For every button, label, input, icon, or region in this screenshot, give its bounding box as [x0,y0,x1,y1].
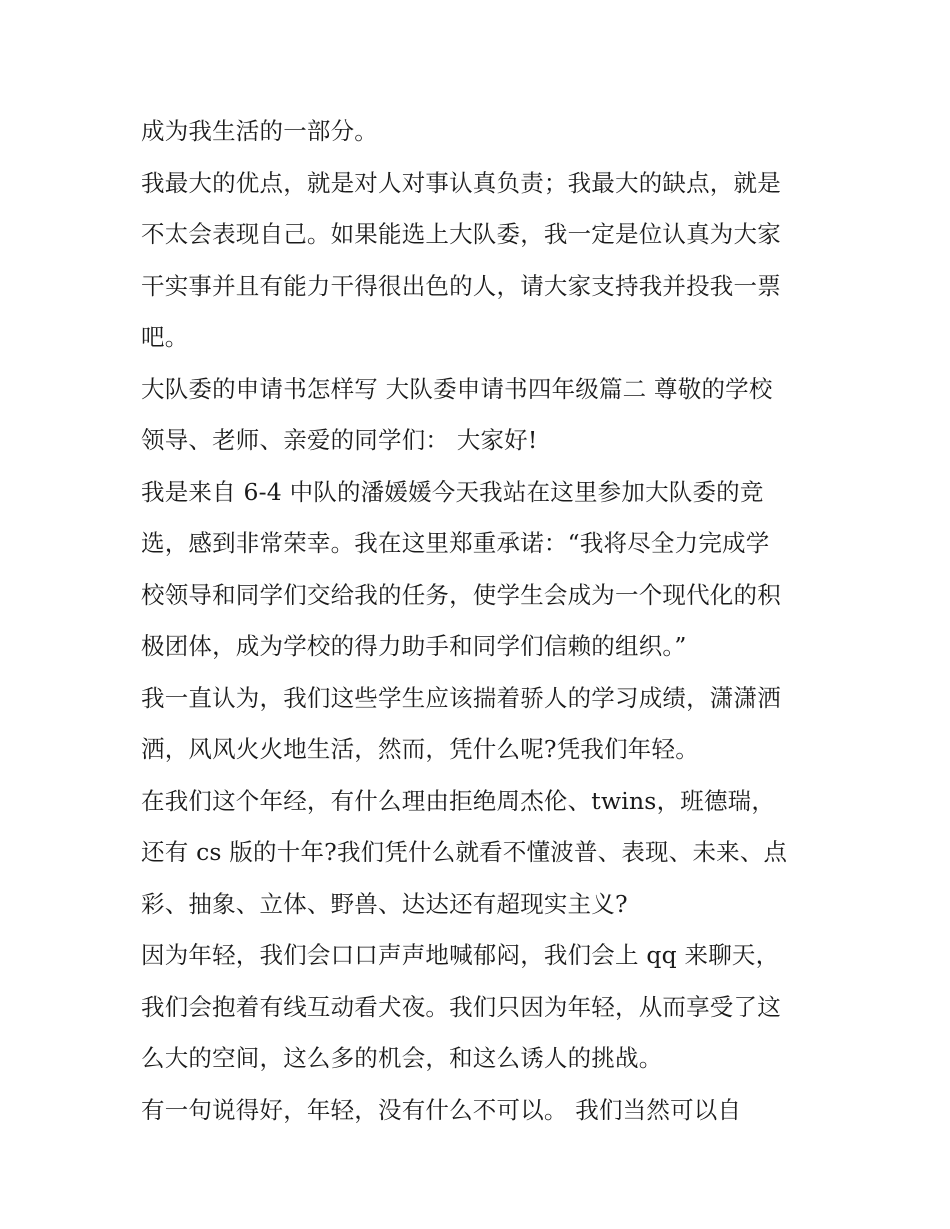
text-line: 彩、抽象、立体、野兽、达达还有超现实主义? [141,889,628,918]
text-line: 我是来自 6-4 中队的潘媛媛今天我站在这里参加大队委的竞 [141,477,764,506]
text-line: 我一直认为，我们这些学生应该揣着骄人的学习成绩，潇潇洒 [141,683,781,712]
text-line: 不太会表现自己。如果能选上大队委，我一定是位认真为大家 [141,220,781,248]
text-line: 吧。 [141,323,189,351]
text-line: 我们会抱着有线互动看犬夜。我们只因为年轻，从而享受了这 [141,992,781,1021]
text-line: 在我们这个年经，有什么理由拒绝周杰伦、twins，班德瑞， [141,786,776,815]
text-line: 选，感到非常荣幸。我在这里郑重承诺：“我将尽全力完成学 [141,529,770,557]
text-line: 因为年轻，我们会口口声声地喊郁闷，我们会上 qq 来聊天， [141,941,780,969]
text-line: 成为我生活的一部分。 [141,117,378,145]
text-line: 校领导和同学们交给我的任务，使学生会成为一个现代化的积 [141,580,781,609]
text-line: 我最大的优点，就是对人对事认真负责；我最大的缺点，就是 [141,168,781,197]
text-line: 么大的空间，这么多的机会，和这么诱人的挑战。 [141,1044,663,1072]
text-line: 有一句说得好，年轻，没有什么不可以。 我们当然可以自 [141,1095,742,1124]
text-line: 大队委的申请书怎样写 大队委申请书四年级篇二 尊敬的学校 [141,374,773,403]
text-line: 领导、老师、亲爱的同学们： 大家好! [141,426,538,454]
text-line: 洒，风风火火地生活，然而，凭什么呢?凭我们年轻。 [141,735,699,763]
document-body [141,106,821,1136]
text-line: 极团体，成为学校的得力助手和同学们信赖的组织。” [141,632,687,660]
text-line: 还有 cs 版的十年?我们凭什么就看不懂波普、表现、未来、点 [141,838,788,866]
text-line: 干实事并且有能力干得很出色的人，请大家支持我并投我一票 [141,271,781,300]
